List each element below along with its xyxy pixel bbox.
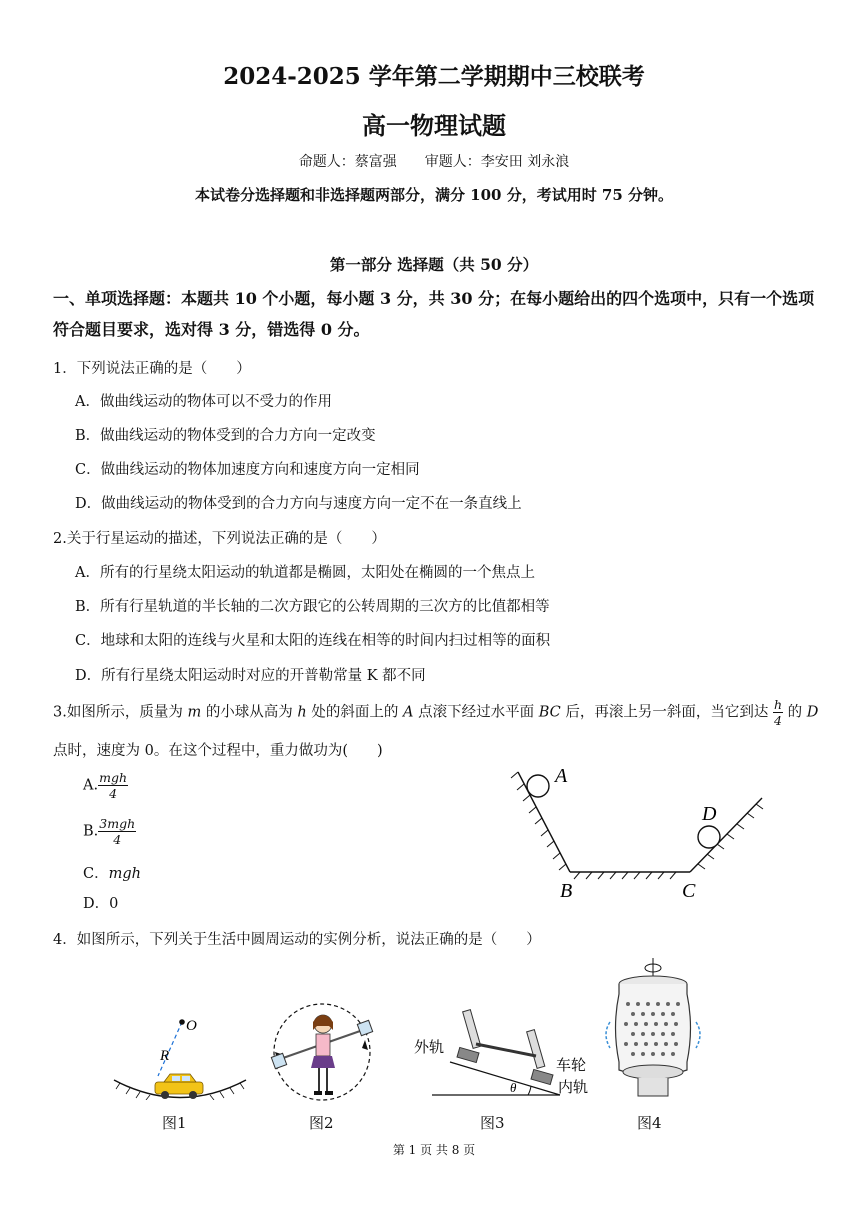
q4-figure2: [265, 1000, 385, 1105]
label-a: A: [555, 765, 568, 787]
ball-at-a: [527, 775, 549, 797]
q1-option-b: B．做曲线运动的物体受到的合力方向一定改变: [75, 428, 376, 444]
authors-line: 命题人：蔡富强 审题人：李安田 刘永浪: [298, 154, 570, 170]
q3-text-e: 后，再滚上另一斜面，当它到达: [565, 704, 769, 721]
q3-option-a: [83, 770, 128, 801]
q3-segment-bc: BC: [538, 704, 561, 721]
q2-option-b: B．所有行星轨道的半长轴的二次方跟它的公转周期的三次方的比值都相等: [75, 599, 550, 615]
label-c: C: [682, 880, 696, 902]
q3-text-d: 点滚下经过水平面: [418, 704, 535, 721]
q3-var-m: m: [187, 704, 202, 721]
q1-option-d: D．做曲线运动的物体受到的合力方向与速度方向一定不在一条直线上: [75, 496, 522, 512]
q4-figure1: [110, 1010, 250, 1100]
fig3-caption: 图3: [480, 1114, 505, 1132]
fig2-caption: 图2: [309, 1114, 334, 1132]
frac-numerator: mgh: [99, 770, 127, 785]
label-r: R: [160, 1048, 170, 1064]
option-a-fraction: [98, 770, 128, 801]
option-prefix: A.: [83, 777, 99, 794]
frac-numerator: 3mgh: [99, 816, 136, 831]
bucket-left-icon: [271, 1053, 286, 1068]
label-o: O: [186, 1018, 197, 1034]
water-spray-left: [606, 1022, 610, 1048]
frac-denominator: 4: [113, 832, 122, 847]
wheel-label: 车轮: [556, 1057, 587, 1074]
q3-stem: [53, 697, 818, 728]
part1-heading: 第一部分 选择题（共 50 分）: [329, 255, 539, 274]
exam-title: 2024-2025 学年第二学期期中三校联考: [223, 63, 645, 90]
car-icon: [155, 1074, 203, 1099]
inner-rail-label: 内轨: [558, 1079, 589, 1096]
fig1-caption: 图1: [162, 1114, 187, 1132]
q3-point-d: D: [806, 704, 819, 721]
q2-stem: 2.关于行星运动的描述，下列说法正确的是（ ）: [53, 531, 386, 547]
water-spray-right: [696, 1022, 700, 1048]
page-footer: 第 1 页 共 8 页: [392, 1143, 476, 1157]
option-b-fraction: [98, 816, 136, 847]
q3-point-a: A: [402, 704, 414, 721]
q3-ramp-figure: [500, 760, 780, 905]
q3-option-d: D．0: [83, 896, 119, 912]
q3-text-a: 3.如图所示，质量为: [53, 704, 183, 721]
angle-arc: [528, 1086, 531, 1095]
frac-numerator: h: [773, 697, 782, 712]
ball-at-d: [698, 826, 720, 848]
q3-text-f: 的: [787, 704, 803, 721]
q2-option-a: A．所有的行星绕太阳运动的轨道都是椭圆，太阳处在椭圆的一个焦点上: [75, 565, 535, 581]
q3-option-c: [83, 862, 141, 883]
frac-denominator: 4: [773, 713, 782, 728]
q3-stem-line2: 点时，速度为 0。在这个过程中，重力做功为( ): [53, 743, 383, 759]
label-b: B: [560, 880, 573, 902]
q3-option-b: [83, 816, 136, 847]
q3-text-b: 的小球从高为: [205, 704, 293, 721]
exam-intro: 本试卷分选择题和非选择题两部分，满分 100 分，考试用时 75 分钟。: [194, 186, 674, 204]
option-c-value: mgh: [108, 866, 141, 882]
option-prefix: C．: [83, 866, 109, 882]
q3-text-c: 处的斜面上的: [311, 704, 399, 721]
q1-option-c: C．做曲线运动的物体加速度方向和速度方向一定相同: [75, 462, 420, 478]
frac-denominator: 4: [109, 786, 118, 801]
q4-stem: 4．如图所示，下列关于生活中圆周运动的实例分析，说法正确的是（ ）: [53, 932, 541, 948]
q4-figure4: [598, 958, 708, 1108]
arrow-right-icon: [362, 1040, 368, 1050]
q1-option-a: A．做曲线运动的物体可以不受力的作用: [75, 394, 332, 410]
section-heading: 一、单项选择题：本题共 10 个小题，每小题 3 分，共 30 分；在每小题给出的四个选项中，只有一个选项符合题目要求，选对得 3 分，错选得 0 分。: [53, 289, 815, 339]
q3-var-h: h: [297, 704, 307, 721]
q2-option-d: D．所有行星绕太阳运动时对应的开普勒常量 K 都不同: [75, 668, 426, 684]
outer-rail-label: 外轨: [414, 1039, 445, 1056]
center-point-o: [179, 1019, 185, 1025]
option-prefix: B.: [83, 823, 99, 840]
fig4-caption: 图4: [637, 1114, 662, 1132]
q1-stem: 1．下列说法正确的是（ ）: [53, 361, 251, 377]
q2-option-c: C．地球和太阳的连线与火星和太阳的连线在相等的时间内扫过相等的面积: [75, 633, 551, 649]
label-d: D: [702, 803, 717, 825]
q3-fraction-h-over-4: [773, 697, 783, 728]
exam-subtitle: 高一物理试题: [362, 111, 506, 140]
theta-label: θ: [510, 1080, 517, 1095]
train-wheels-icon: [457, 1010, 553, 1085]
q4-figure3: [410, 1000, 595, 1100]
girl-icon: [311, 1015, 335, 1095]
